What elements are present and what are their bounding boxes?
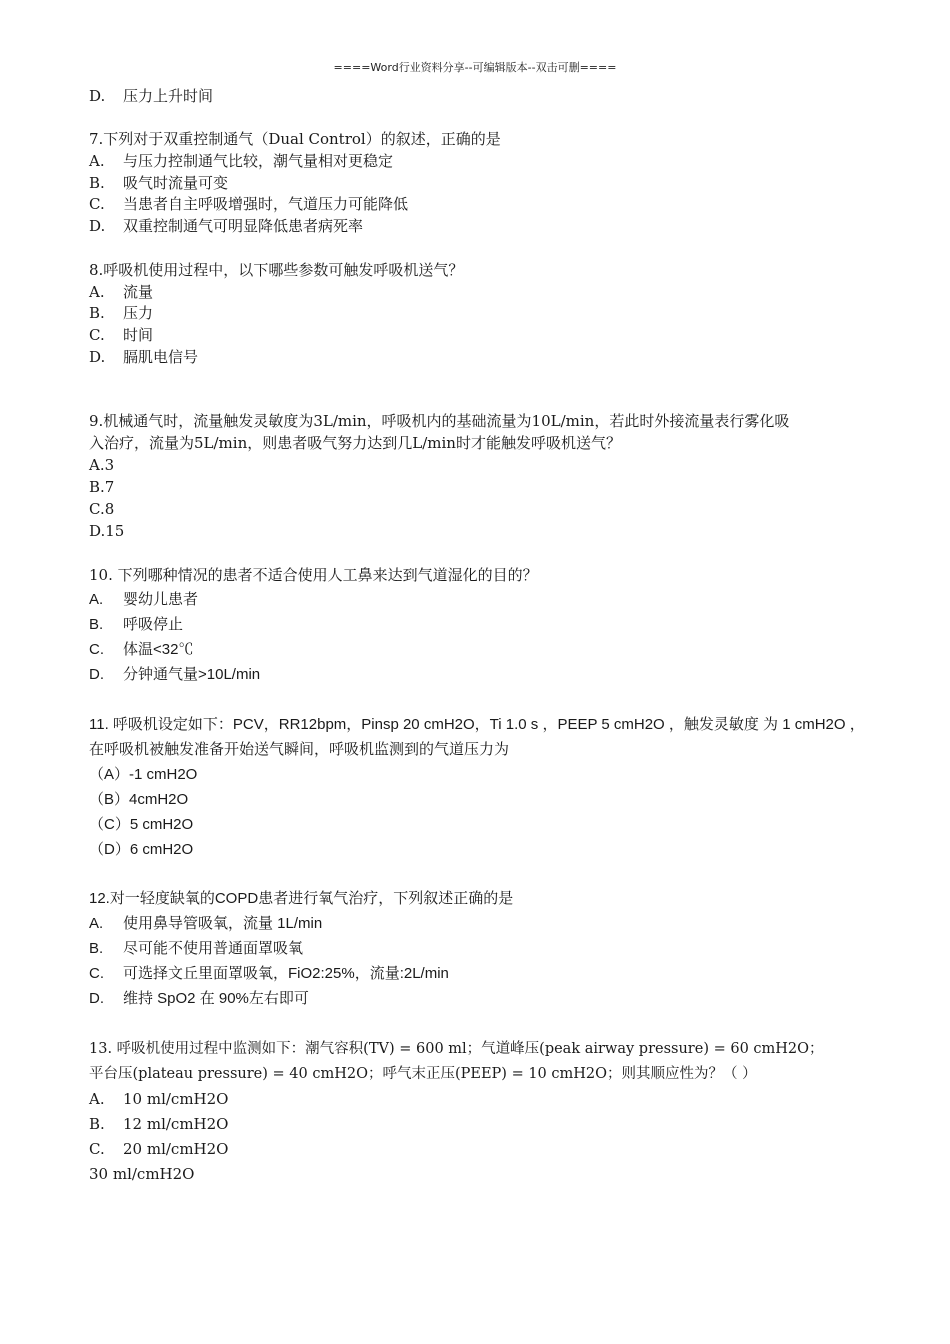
option-text: 尽可能不使用普通面罩吸氧 <box>123 940 304 957</box>
q10-option-a <box>89 590 198 610</box>
option-label: D. <box>89 348 106 366</box>
q13-stem-line2: 平台压(plateau pressure) = 40 cmH2O；呼气末正压(PEEP) = 10 cmH2O；则其顺应性为？（ ） <box>89 1066 757 1082</box>
q11-option-a: （A）-1 cmH2O <box>89 766 198 783</box>
option-label: C. <box>89 326 105 344</box>
q13-option-b <box>89 1114 228 1134</box>
q8-option-a <box>89 282 153 302</box>
option-text: 体温<32℃ <box>123 641 194 658</box>
q11-option-d: （D）6 cmH2O <box>89 841 194 858</box>
q12-option-d <box>89 989 309 1009</box>
q13-option-c <box>89 1139 228 1159</box>
option-text: 10 ml/cmH2O <box>123 1090 229 1108</box>
option-label: C. <box>89 965 104 982</box>
q12-option-a <box>89 914 322 934</box>
q7-option-d <box>89 216 363 236</box>
option-label: D. <box>89 87 106 105</box>
q7-option-a <box>89 151 393 171</box>
q9-option-b: B.7 <box>89 478 115 496</box>
option-text: 使用鼻导管吸氧，流量 1L/min <box>123 915 323 932</box>
option-label: D. <box>89 217 106 235</box>
q11-stem-line2: 在呼吸机被触发准备开始送气瞬间，呼吸机监测到的气道压力为 <box>89 741 510 758</box>
option-text: 呼吸停止 <box>123 616 184 633</box>
option-label: A. <box>89 283 105 301</box>
option-label: C. <box>89 641 104 658</box>
option-label: A. <box>89 1090 105 1108</box>
option-label: C. <box>89 195 105 213</box>
option-text: 吸气时流量可变 <box>123 174 229 192</box>
option-text: 时间 <box>123 326 154 344</box>
q7-stem: 7.下列对于双重控制通气（Dual Control）的叙述，正确的是 <box>89 130 501 148</box>
q8-option-b <box>89 303 153 323</box>
option-label: B. <box>89 616 104 633</box>
option-label: B. <box>89 304 105 322</box>
q11-option-b: （B）4cmH2O <box>89 791 189 808</box>
q10-stem: 10. 下列哪种情况的患者不适合使用人工鼻来达到气道湿化的目的？ <box>89 566 538 584</box>
option-text: 分钟通气量>10L/min <box>123 666 261 683</box>
q13-option-a <box>89 1089 228 1109</box>
q8-stem: 8.呼吸机使用过程中，以下哪些参数可触发呼吸机送气？ <box>89 261 464 279</box>
option-text: 压力上升时间 <box>123 87 214 105</box>
q11-option-c: （C）5 cmH2O <box>89 816 194 833</box>
q9-option-c: C.8 <box>89 500 115 518</box>
option-text: 12 ml/cmH2O <box>123 1115 229 1133</box>
q8-option-d <box>89 347 198 367</box>
option-text: 维持 SpO2 在 90%左右即可 <box>123 990 309 1007</box>
option-label: B. <box>89 174 105 192</box>
option-text: 当患者自主呼吸增强时，气道压力可能降低 <box>123 195 409 213</box>
option-label: D. <box>89 666 104 683</box>
option-label: C. <box>89 1140 105 1158</box>
q8-option-c <box>89 325 153 345</box>
option-label: A. <box>89 152 105 170</box>
q10-option-b <box>89 615 183 635</box>
q9-stem-line2: 入治疗，流量为5L/min，则患者吸气努力达到几L/min时才能触发呼吸机送气？ <box>89 434 621 452</box>
q12-stem: 12.对一轻度缺氧的COPD患者进行氧气治疗，下列叙述正确的是 <box>89 890 514 907</box>
option-text: 20 ml/cmH2O <box>123 1140 229 1158</box>
q7-option-c <box>89 194 408 214</box>
q13-last-option: 30 ml/cmH2O <box>89 1165 195 1183</box>
option-text: 婴幼儿患者 <box>123 591 199 608</box>
q9-option-a: A.3 <box>89 456 115 474</box>
q13-stem-line1: 13. 呼吸机使用过程中监测如下：潮气容积(TV) = 600 ml；气道峰压(peak airway pressure) = 60 cmH2O； <box>89 1041 824 1057</box>
option-text: 压力 <box>123 304 154 322</box>
option-text: 膈肌电信号 <box>123 348 199 366</box>
q7-option-b <box>89 173 228 193</box>
option-label: B. <box>89 1115 105 1133</box>
page-header: ====Word行业资料分享--可编辑版本--双击可删==== <box>333 61 617 74</box>
option-text: 双重控制通气可明显降低患者病死率 <box>123 217 364 235</box>
option-label: A. <box>89 591 104 608</box>
q10-option-d <box>89 665 260 685</box>
option-text: 流量 <box>123 283 154 301</box>
option-label: D. <box>89 990 104 1007</box>
q12-option-b <box>89 939 303 959</box>
q12-option-c <box>89 964 449 984</box>
option-text: 可选择文丘里面罩吸氧，FiO2:25%，流量:2L/min <box>123 965 449 982</box>
q6-option-d <box>89 86 213 106</box>
option-label: A. <box>89 915 104 932</box>
q9-stem-line1: 9.机械通气时，流量触发灵敏度为3L/min，呼吸机内的基础流量为10L/min，若此时外接流量表行雾化吸 <box>89 412 790 430</box>
q10-option-c <box>89 640 193 660</box>
option-label: B. <box>89 940 104 957</box>
option-text: 与压力控制通气比较，潮气量相对更稳定 <box>123 152 394 170</box>
q9-option-d: D.15 <box>89 522 125 540</box>
q11-stem-line1: 11. 呼吸机设定如下：PCV，RR12bpm，Pinsp 20 cmH2O，Ti 1.0 s ，PEEP 5 cmH2O ，触发灵敏度 为 1 cmH2O ， <box>89 716 865 733</box>
